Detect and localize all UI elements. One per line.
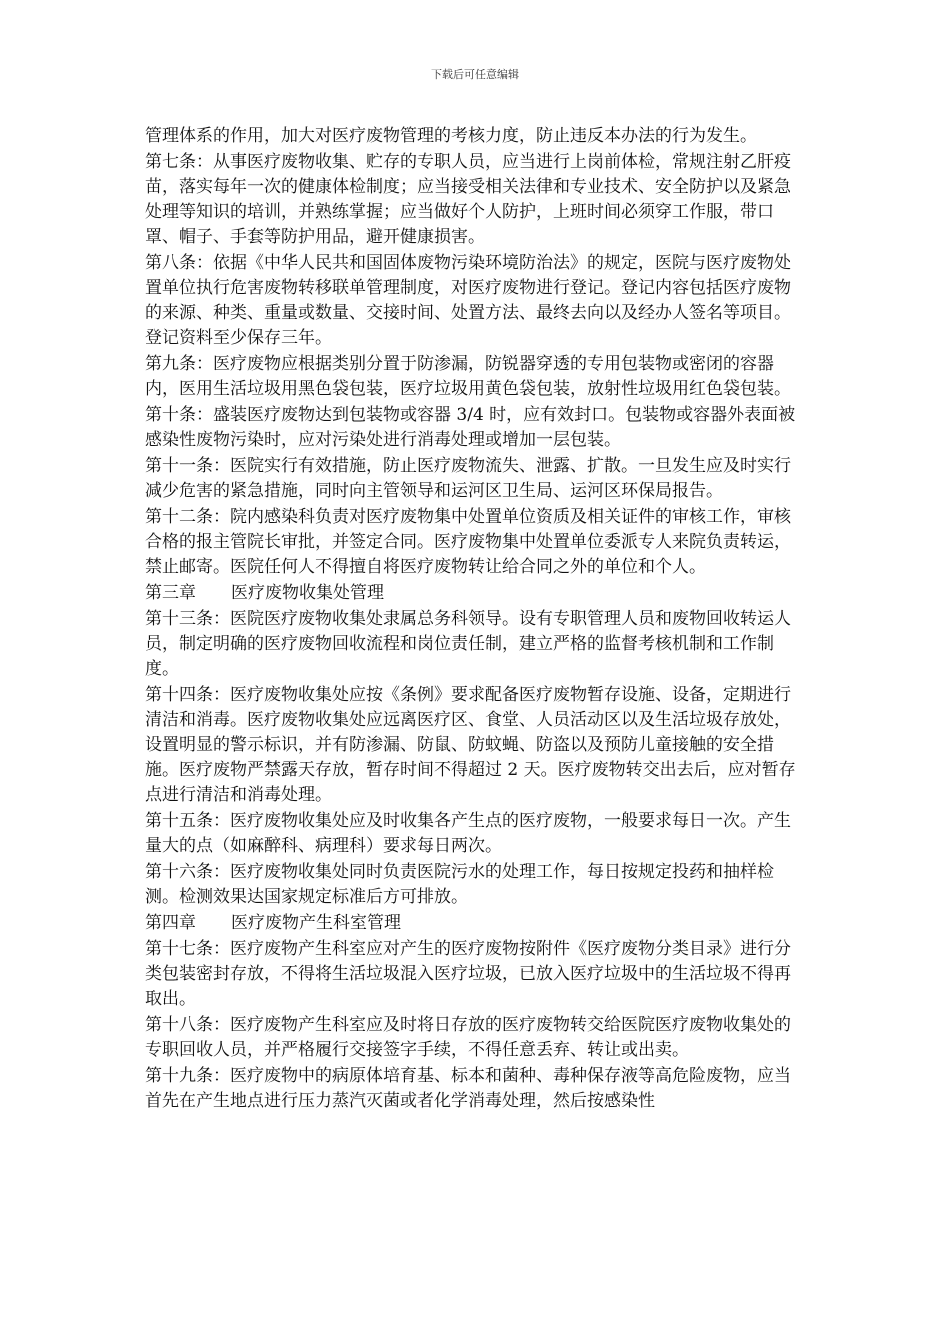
chapter-number: 第四章 bbox=[145, 913, 196, 933]
article-19: 第十九条：医疗废物中的病原体培育基、标本和菌种、毒种保存液等高危险废物，应当首先在产生地点进行压力蒸汽灭菌或者化学消毒处理，然后按感染性 bbox=[145, 1066, 791, 1111]
article-12: 第十二条：院内感染科负责对医疗废物集中处置单位资质及相关证件的审核工作，审核合格的报主管院长审批，并签定合同。医疗废物集中处置单位委派专人来院负责转运，禁止邮寄。医院任何人不得擅自将医疗废物转让给合同之外的单位和个人。 bbox=[145, 507, 791, 577]
article-9: 第九条：医疗废物应根据类别分置于防渗漏，防锐器穿透的专用包装物或密闭的容器内，医用生活垃圾用黑色袋包装，医疗垃圾用黄色袋包装，放射性垃圾用红色袋包装。 bbox=[145, 354, 791, 399]
chapter-title: 医疗废物收集处管理 bbox=[231, 583, 384, 603]
article-18: 第十八条：医疗废物产生科室应及时将日存放的医疗废物转交给医院医疗废物收集处的专职回收人员，并严格履行交接签字手续，不得任意丢弃、转让或出卖。 bbox=[145, 1015, 791, 1060]
article-13: 第十三条：医院医疗废物收集处隶属总务科领导。设有专职管理人员和废物回收转运人员，制定明确的医疗废物回收流程和岗位责任制，建立严格的监督考核机制和工作制度。 bbox=[145, 609, 791, 679]
article-8: 第八条：依据《中华人民共和国固体废物污染环境防治法》的规定，医院与医疗废物处置单位执行危害废物转移联单管理制度，对医疗废物进行登记。登记内容包括医疗废物的来源、种类、重量或数量、交接时间、处置方法、最终去向以及经办人签名等项目。登记资料至少保存三年。 bbox=[145, 253, 791, 348]
article-11: 第十一条：医院实行有效措施，防止医疗废物流失、泄露、扩散。一旦发生应及时实行减少危害的紧急措施，同时向主管领导和运河区卫生局、运河区环保局报告。 bbox=[145, 456, 791, 501]
chapter-3-heading bbox=[145, 581, 805, 606]
document-body bbox=[145, 124, 805, 1115]
article-17: 第十七条：医疗废物产生科室应对产生的医疗废物按附件《医疗废物分类目录》进行分类包装密封存放，不得将生活垃圾混入医疗垃圾，已放入医疗垃圾中的生活垃圾不得再取出。 bbox=[145, 939, 791, 1009]
article-15: 第十五条：医疗废物收集处应及时收集各产生点的医疗废物，一般要求每日一次。产生量大的点（如麻醉科、病理科）要求每日两次。 bbox=[145, 811, 791, 856]
chapter-number: 第三章 bbox=[145, 583, 196, 603]
chapter-4-heading bbox=[145, 911, 805, 936]
paragraph: 管理体系的作用，加大对医疗废物管理的考核力度，防止违反本办法的行为发生。 bbox=[145, 126, 757, 146]
article-7: 第七条：从事医疗废物收集、贮存的专职人员，应当进行上岗前体检，常规注射乙肝疫苗，落实每年一次的健康体检制度；应当接受相关法律和专业技术、安全防护以及紧急处理等知识的培训，并熟练掌握；应当做好个人防护，上班时间必须穿工作服，带口罩、帽子、手套等防护用品，避开健康损害。 bbox=[145, 152, 791, 247]
article-14: 第十四条：医疗废物收集处应按《条例》要求配备医疗废物暂存设施、设备，定期进行清洁和消毒。医疗废物收集处应远离医疗区、食堂、人员活动区以及生活垃圾存放处，设置明显的警示标识，并有防渗漏、防鼠、防蚊蝇、防盗以及预防儿童接触的安全措施。医疗废物严禁露天存放，暂存时间不得超过 2 天。医疗废物转交出去后，应对暂存点进行清洁和消毒处理。 bbox=[145, 685, 796, 805]
page-header: 下载后可任意编辑 bbox=[431, 68, 519, 81]
article-16: 第十六条：医疗废物收集处同时负责医院污水的处理工作，每日按规定投药和抽样检测。检测效果达国家规定标准后方可排放。 bbox=[145, 862, 774, 907]
article-10: 第十条：盛装医疗废物达到包装物或容器 3/4 时，应有效封口。包装物或容器外表面被感染性废物污染时，应对污染处进行消毒处理或增加一层包装。 bbox=[145, 405, 796, 450]
chapter-title: 医疗废物产生科室管理 bbox=[231, 913, 401, 933]
